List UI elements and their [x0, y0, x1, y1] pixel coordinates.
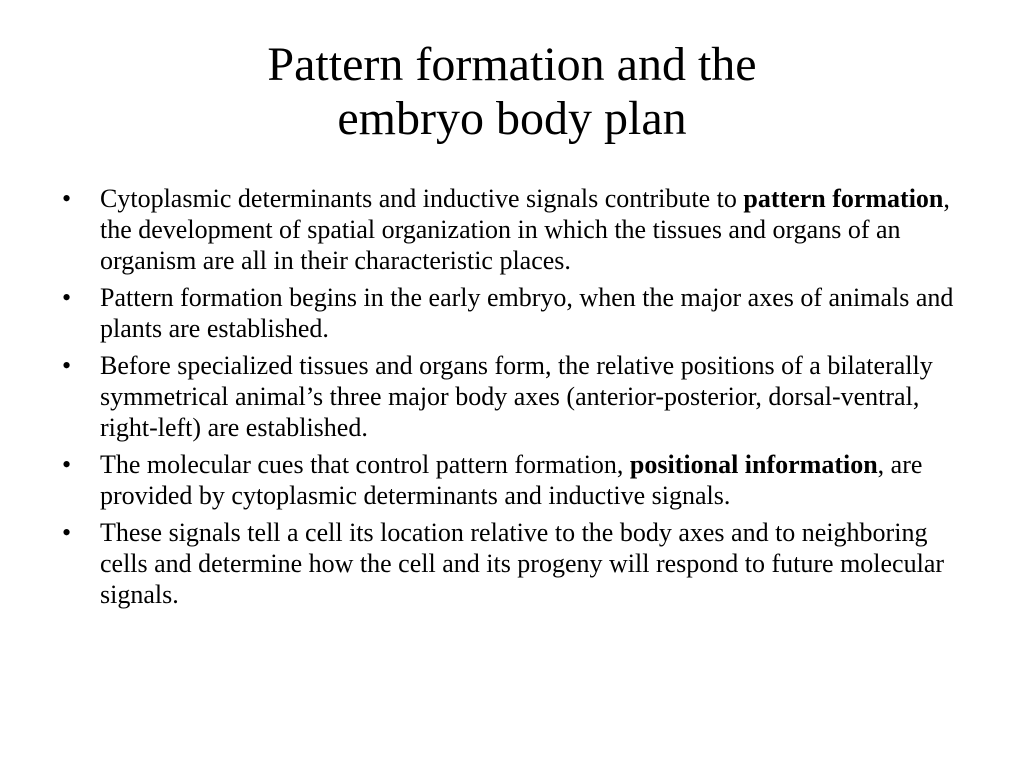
bullet-text: , are provided by cytoplasmic determinants and inductive signals. — [100, 450, 923, 510]
bullet-dot-icon: • — [62, 450, 72, 479]
bullet-text: Pattern formation begins in the early embryo, when the major axes of animals and plants are established. — [100, 283, 954, 343]
bullet-item-5 — [62, 517, 962, 610]
bullet-text: Cytoplasmic determinants and inductive signals contribute to — [100, 184, 744, 213]
bullet-list — [62, 183, 962, 616]
bullet-dot-icon: • — [62, 283, 72, 312]
bullet-item-4 — [62, 449, 962, 511]
bullet-item-1 — [62, 183, 962, 276]
bullet-text: The molecular cues that control pattern formation, — [100, 450, 630, 479]
bullet-text: , the development of spatial organization in which the tissues and organs of an organism are all in their characteristic places. — [100, 184, 950, 275]
bullet-item-2 — [62, 282, 962, 344]
bullet-item-3 — [62, 350, 962, 443]
key-term: positional information — [629, 450, 878, 479]
bullet-dot-icon: • — [62, 518, 72, 547]
slide-title-line-2: embryo body plan — [337, 92, 687, 145]
key-term: pattern formation — [743, 184, 944, 213]
bullet-dot-icon: • — [62, 184, 72, 213]
bullet-text: These signals tell a cell its location relative to the body axes and to neighboring cells and determine how the cell and its progeny will respond to future molecular signals. — [100, 518, 945, 609]
slide-title — [0, 0, 1024, 146]
slide-title-line-1: Pattern formation and the — [267, 38, 757, 91]
bullet-text: Before specialized tissues and organs form, the relative positions of a bilaterally symmetrical animal’s three major body axes (anterior-posterior, dorsal-ventral, right-left) are established. — [100, 351, 933, 442]
bullet-dot-icon: • — [62, 351, 72, 380]
